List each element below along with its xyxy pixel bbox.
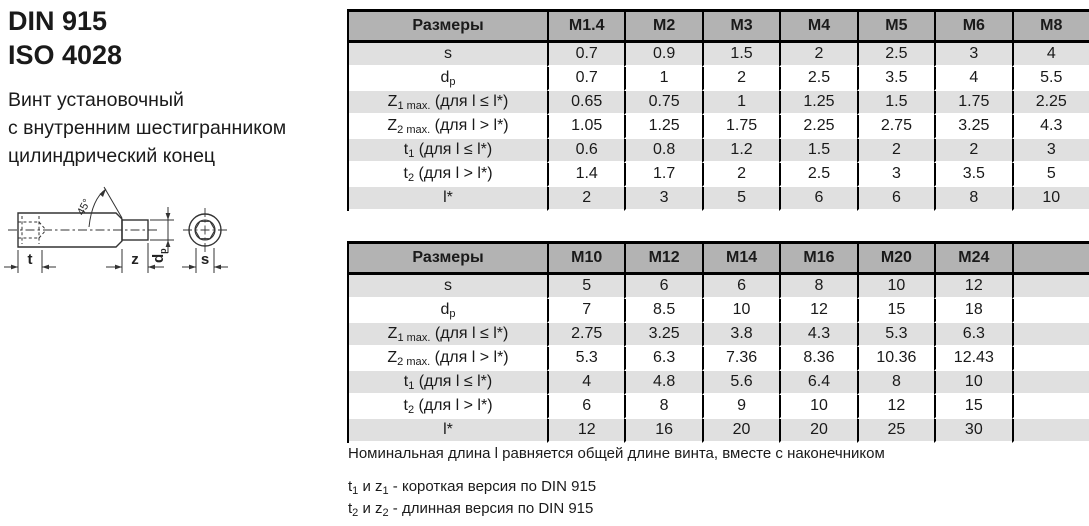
row-label: $t_1$ (для l ≤ l*) xyxy=(349,139,547,163)
table-row xyxy=(349,299,1089,323)
table-row xyxy=(349,115,1089,139)
dimension-value-cell: 2.5 xyxy=(779,67,856,91)
dimension-value-cell: 1.05 xyxy=(547,115,624,139)
dimension-value-cell: 6.4 xyxy=(779,371,856,395)
dimension-value-cell: 1.5 xyxy=(779,139,856,163)
dimension-value-cell: 30 xyxy=(934,419,1011,443)
dimension-value-cell: 10 xyxy=(1012,187,1089,211)
dimension-value-cell: 4 xyxy=(934,67,1011,91)
dimension-value-cell: 15 xyxy=(857,299,934,323)
dp-label: $d_p$ xyxy=(150,248,168,263)
dimension-value-cell: 3 xyxy=(857,163,934,187)
size-column-header: M1.4 xyxy=(547,12,624,43)
dimension-value-cell: 9 xyxy=(702,395,779,419)
row-label: $Z_{1 max.}$ (для l ≤ l*) xyxy=(349,323,547,347)
sizes-header-cell: Размеры xyxy=(349,244,547,275)
dimension-value-cell: 8 xyxy=(857,371,934,395)
row-label: $t_2$ (для l > l*) xyxy=(349,163,547,187)
dimension-value-cell: 6.3 xyxy=(624,347,701,371)
dimension-value-cell: 2.25 xyxy=(1012,91,1089,115)
dimension-value-cell: 3 xyxy=(1012,139,1089,163)
screw-drawing-svg xyxy=(0,185,345,325)
dimension-value-cell: 3.5 xyxy=(934,163,1011,187)
s-label: s xyxy=(200,251,210,268)
size-column-header: M24 xyxy=(934,244,1011,275)
row-label: $d_p$ xyxy=(349,67,547,91)
empty-cell xyxy=(1012,395,1089,419)
dimension-value-cell: 8 xyxy=(624,395,701,419)
technical-drawing xyxy=(0,185,345,330)
chamfer-angle-callout xyxy=(75,187,122,227)
dimension-value-cell: 5.3 xyxy=(857,323,934,347)
dimension-value-cell: 10 xyxy=(702,299,779,323)
dimension-value-cell: 0.6 xyxy=(547,139,624,163)
dimension-value-cell: 7 xyxy=(547,299,624,323)
table-row xyxy=(349,91,1089,115)
dimension-value-cell: 4 xyxy=(547,371,624,395)
standard-iso: ISO 4028 xyxy=(8,40,123,70)
dimension-value-cell: 5 xyxy=(547,275,624,299)
dimension-value-cell: 8 xyxy=(779,275,856,299)
dimension-value-cell: 0.65 xyxy=(547,91,624,115)
header-row xyxy=(349,244,1089,275)
dimension-value-cell: 1 xyxy=(702,91,779,115)
dimension-value-cell: 6 xyxy=(624,275,701,299)
dimension-value-cell: 12 xyxy=(934,275,1011,299)
table-row xyxy=(349,275,1089,299)
dimension-value-cell: 10 xyxy=(857,275,934,299)
size-column-header: M5 xyxy=(857,12,934,43)
dimension-value-cell: 3 xyxy=(934,43,1011,67)
dimension-value-cell: 2.25 xyxy=(779,115,856,139)
note-nominal-length: Номинальная длина l равняется общей длине винта, вместе с наконечником xyxy=(348,445,885,462)
dimension-value-cell: 6 xyxy=(857,187,934,211)
size-column-header: M3 xyxy=(702,12,779,43)
dimension-value-cell: 4.3 xyxy=(1012,115,1089,139)
table-row xyxy=(349,347,1089,371)
row-label: l* xyxy=(349,419,547,443)
row-label: s xyxy=(349,43,547,67)
empty-cell xyxy=(1012,323,1089,347)
description-line-3: цилиндрический конец xyxy=(8,145,216,167)
dimension-value-cell: 1.75 xyxy=(934,91,1011,115)
dimension-value-cell: 10 xyxy=(779,395,856,419)
dimension-value-cell: 4.8 xyxy=(624,371,701,395)
dimension-value-cell: 1.25 xyxy=(779,91,856,115)
dimension-value-cell: 2 xyxy=(702,163,779,187)
empty-cell xyxy=(1012,371,1089,395)
dimension-value-cell: 7.36 xyxy=(702,347,779,371)
dimension-value-cell: 1.2 xyxy=(702,139,779,163)
dimension-value-cell: 0.75 xyxy=(624,91,701,115)
dimension-value-cell: 12 xyxy=(779,299,856,323)
dimension-value-cell: 6 xyxy=(547,395,624,419)
dimension-value-cell: 6 xyxy=(779,187,856,211)
dimension-value-cell: 4.3 xyxy=(779,323,856,347)
size-column-header: M10 xyxy=(547,244,624,275)
dimension-value-cell: 2 xyxy=(779,43,856,67)
dimension-value-cell: 2 xyxy=(934,139,1011,163)
row-label: s xyxy=(349,275,547,299)
dimension-value-cell: 2.5 xyxy=(779,163,856,187)
row-label: $Z_{2 max.}$ (для l > l*) xyxy=(349,347,547,371)
table-row xyxy=(349,139,1089,163)
size-column-header: M8 xyxy=(1012,12,1089,43)
dimension-value-cell: 20 xyxy=(702,419,779,443)
dimension-value-cell: 2.75 xyxy=(547,323,624,347)
table-row xyxy=(349,43,1089,67)
empty-cell xyxy=(1012,275,1089,299)
header-row xyxy=(349,12,1089,43)
dimension-value-cell: 1 xyxy=(624,67,701,91)
description-line-1: Винт установочный xyxy=(8,89,184,111)
table-row xyxy=(349,419,1089,443)
note-short-version: $t_1$ и $z_1$ - короткая версия по DIN 915 xyxy=(348,478,597,497)
dimension-value-cell: 2 xyxy=(857,139,934,163)
dimension-value-cell: 5 xyxy=(702,187,779,211)
dimension-value-cell: 15 xyxy=(934,395,1011,419)
dimension-value-cell: 5.3 xyxy=(547,347,624,371)
row-label: $Z_{1 max.}$ (для l ≤ l*) xyxy=(349,91,547,115)
dimension-value-cell: 0.9 xyxy=(624,43,701,67)
dimension-value-cell: 2.75 xyxy=(857,115,934,139)
standard-din: DIN 915 xyxy=(8,6,108,36)
dimension-value-cell: 10 xyxy=(934,371,1011,395)
dimensions-table-small-sizes xyxy=(347,9,1089,211)
table-row xyxy=(349,187,1089,211)
note-long-version: $t_2$ и $z_2$ - длинная версия по DIN 915 xyxy=(348,500,594,519)
dimension-value-cell: 12 xyxy=(857,395,934,419)
dimension-value-cell: 2 xyxy=(547,187,624,211)
dimension-value-cell: 2.5 xyxy=(857,43,934,67)
row-label: $Z_{2 max.}$ (для l > l*) xyxy=(349,115,547,139)
dimension-value-cell: 25 xyxy=(857,419,934,443)
row-label: $t_1$ (для l ≤ l*) xyxy=(349,371,547,395)
dimension-value-cell: 3.5 xyxy=(857,67,934,91)
dimensions-table-large-sizes xyxy=(347,241,1089,443)
dimension-value-cell: 3.8 xyxy=(702,323,779,347)
size-column-header: M14 xyxy=(702,244,779,275)
dimension-value-cell: 5.5 xyxy=(1012,67,1089,91)
dimension-value-cell: 1.7 xyxy=(624,163,701,187)
size-column-header: M2 xyxy=(624,12,701,43)
table-row xyxy=(349,371,1089,395)
z-label: z xyxy=(131,251,139,268)
dimension-value-cell: 5.6 xyxy=(702,371,779,395)
dimension-value-cell: 0.8 xyxy=(624,139,701,163)
size-column-header: M6 xyxy=(934,12,1011,43)
dimension-value-cell: 6 xyxy=(702,275,779,299)
dimension-value-cell: 0.7 xyxy=(547,43,624,67)
dimension-value-cell: 1.25 xyxy=(624,115,701,139)
size-column-header: M12 xyxy=(624,244,701,275)
dimension-value-cell: 12 xyxy=(547,419,624,443)
size-column-header: M20 xyxy=(857,244,934,275)
empty-cell xyxy=(1012,299,1089,323)
dimension-value-cell: 3.25 xyxy=(934,115,1011,139)
table-row xyxy=(349,323,1089,347)
dimension-value-cell: 8.5 xyxy=(624,299,701,323)
dimension-value-cell: 1.75 xyxy=(702,115,779,139)
dimension-value-cell: 6.3 xyxy=(934,323,1011,347)
dimension-value-cell: 16 xyxy=(624,419,701,443)
dimension-value-cell: 8.36 xyxy=(779,347,856,371)
dimension-value-cell: 10.36 xyxy=(857,347,934,371)
table-row xyxy=(349,67,1089,91)
dimension-value-cell: 3.25 xyxy=(624,323,701,347)
empty-column-header xyxy=(1012,244,1089,275)
empty-cell xyxy=(1012,419,1089,443)
t-label: t xyxy=(27,251,33,268)
dimension-value-cell: 1.5 xyxy=(857,91,934,115)
description-line-2: с внутренним шестигранником xyxy=(8,117,287,139)
size-column-header: M4 xyxy=(779,12,856,43)
table-row xyxy=(349,395,1089,419)
dimension-value-cell: 8 xyxy=(934,187,1011,211)
row-label: $d_p$ xyxy=(349,299,547,323)
size-column-header: M16 xyxy=(779,244,856,275)
dimension-value-cell: 1.5 xyxy=(702,43,779,67)
empty-cell xyxy=(1012,347,1089,371)
table-row xyxy=(349,163,1089,187)
dimension-value-cell: 3 xyxy=(624,187,701,211)
dimension-value-cell: 4 xyxy=(1012,43,1089,67)
dimension-value-cell: 5 xyxy=(1012,163,1089,187)
dimension-value-cell: 1.4 xyxy=(547,163,624,187)
standards-title xyxy=(8,4,122,72)
dimension-value-cell: 0.7 xyxy=(547,67,624,91)
dimension-value-cell: 12.43 xyxy=(934,347,1011,371)
row-label: $t_2$ (для l > l*) xyxy=(349,395,547,419)
sizes-header-cell: Размеры xyxy=(349,12,547,43)
angle-45-label: 45° xyxy=(75,197,94,218)
dimension-value-cell: 18 xyxy=(934,299,1011,323)
dimension-value-cell: 2 xyxy=(702,67,779,91)
product-description xyxy=(8,86,286,170)
dimension-value-cell: 20 xyxy=(779,419,856,443)
row-label: l* xyxy=(349,187,547,211)
